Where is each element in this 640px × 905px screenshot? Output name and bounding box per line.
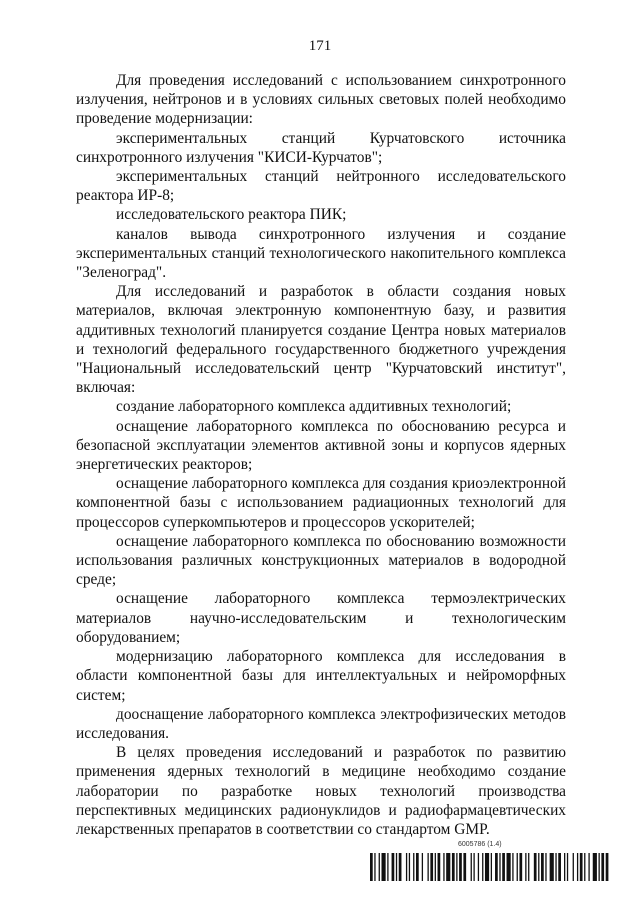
barcode-bar: [482, 853, 483, 881]
barcode-bar: [413, 853, 414, 881]
barcode-bar: [446, 853, 450, 881]
barcode-bar: [558, 853, 561, 881]
barcode-bar: [580, 853, 583, 881]
barcode-bar: [471, 853, 472, 881]
barcode-bar: [406, 853, 407, 881]
document-barcode: [370, 841, 610, 883]
paragraph-intro-modernization: Для проведения исследований с использованием синхротронного излучения, нейтронов и в условиях сильных световых полей необходимо проведение модернизации:: [76, 72, 566, 128]
barcode-bar: [573, 853, 574, 881]
barcode-bar: [528, 853, 529, 881]
barcode-bar: [525, 853, 526, 881]
paragraph-list-item: дооснащение лабораторного комплекса электрофизических методов исследования.: [76, 705, 566, 742]
barcode-bar: [382, 853, 386, 881]
barcode-bar: [409, 853, 410, 881]
barcode-bar: [392, 853, 395, 881]
barcode-bar: [577, 853, 578, 881]
barcode-image: [370, 853, 610, 881]
barcode-bar: [499, 853, 500, 881]
barcode-bar: [416, 853, 419, 881]
barcode-bar: [601, 853, 604, 881]
barcode-bar: [387, 853, 388, 881]
paragraph-list-item: оснащение лабораторного комплекса по обоснованию ресурса и безопасной эксплуатации элементов активной зоны и корпусов ядерных энергетических реакторов;: [76, 417, 566, 474]
paragraph-list-item: исследовательского реактора ПИК;: [116, 206, 347, 224]
paragraph-list-item: оснащение лабораторного комплекса для создания криоэлектронной компонентной базы с использованием радиационных технологий для процессоров суперкомпьютеров и процессоров ускорителей;: [76, 475, 566, 531]
paragraph-list-item: оснащение лабораторного комплекса термоэлектрических материалов научно-исследовательским и технологическим оборудованием;: [76, 590, 566, 646]
barcode-bar: [422, 853, 423, 881]
barcode-bar: [519, 853, 522, 881]
barcode-bar: [396, 853, 397, 881]
barcode-bar: [427, 853, 428, 881]
barcode-bar: [507, 853, 511, 881]
barcode-bar: [538, 853, 539, 881]
body-text: [76, 71, 566, 839]
barcode-bar: [456, 853, 457, 881]
paragraph-list-item: модернизацию лабораторного комплекса для исследования в области компонентной базы для интеллектуальных и нейроморфных систем;: [76, 648, 566, 704]
paragraph-list-item: экспериментальных станций Курчатовского источника синхротронного излучения "КИСИ-Курчатов";: [76, 129, 566, 166]
paragraph-nuclear-medicine: В целях проведения исследований и разработок по развитию применения ядерных технологий в медицине необходимо создание лаборатории по разработке новых технологий производства перспективных медицинских радионуклидов и радиофармацевтических лекарственных препаратов в соответствии со стандартом GMP.: [76, 744, 566, 838]
barcode-bar: [534, 853, 537, 881]
paragraph-list-item: каналов вывода синхротронного излучения и создание экспериментальных станций технологического накопительного комплекса "Зеленоград".: [76, 225, 566, 282]
barcode-bar: [452, 853, 455, 881]
barcode-bar: [485, 853, 489, 881]
barcode-bar: [550, 853, 554, 881]
barcode-bar: [430, 853, 433, 881]
barcode-bar: [438, 853, 441, 881]
barcode-bar: [588, 853, 589, 881]
barcode-bar: [517, 853, 518, 881]
barcode-bar: [564, 853, 565, 881]
paragraph-list-item: создание лабораторного комплекса аддитивных технологий;: [116, 398, 512, 416]
barcode-bar: [545, 853, 546, 881]
barcode-caption: 6005786 (1.4): [458, 841, 502, 848]
barcode-bar: [459, 853, 462, 881]
barcode-bar: [584, 853, 585, 881]
barcode-bar: [435, 853, 436, 881]
paragraph-list-item: экспериментальных станций нейтронного исследовательского реактора ИР-8;: [76, 168, 566, 205]
paragraph-new-materials-center: Для исследований и разработок в области создания новых материалов, включая электронную компонентную базу, и развития аддитивных технологий планируется создание Центра новых материалов и технологий федерального государственного бюджетного учреждения "Национальный исследовательский центр "Курчатовский институт", включая:: [76, 283, 566, 397]
barcode-bar: [463, 853, 466, 881]
barcode-bar: [495, 853, 498, 881]
barcode-bar: [478, 853, 479, 881]
barcode-bar: [512, 853, 513, 881]
barcode-bar: [374, 853, 375, 881]
barcode-bar: [567, 853, 568, 881]
barcode-bar: [370, 853, 373, 881]
page-number: 171: [308, 38, 332, 54]
barcode-bar: [541, 853, 544, 881]
barcode-bar: [599, 853, 600, 881]
paragraph-list-item: оснащение лабораторного комплекса по обоснованию возможности использования различных конструкционных материалов в водородной среде;: [76, 532, 566, 589]
barcode-bar: [555, 853, 556, 881]
barcode-bar: [491, 853, 492, 881]
barcode-bar: [473, 853, 474, 881]
barcode-bar: [593, 853, 597, 881]
barcode-bar: [379, 853, 380, 881]
barcode-bar: [502, 853, 505, 881]
barcode-bar: [606, 853, 609, 881]
barcode-bar: [443, 853, 444, 881]
barcode-bar: [399, 853, 402, 881]
